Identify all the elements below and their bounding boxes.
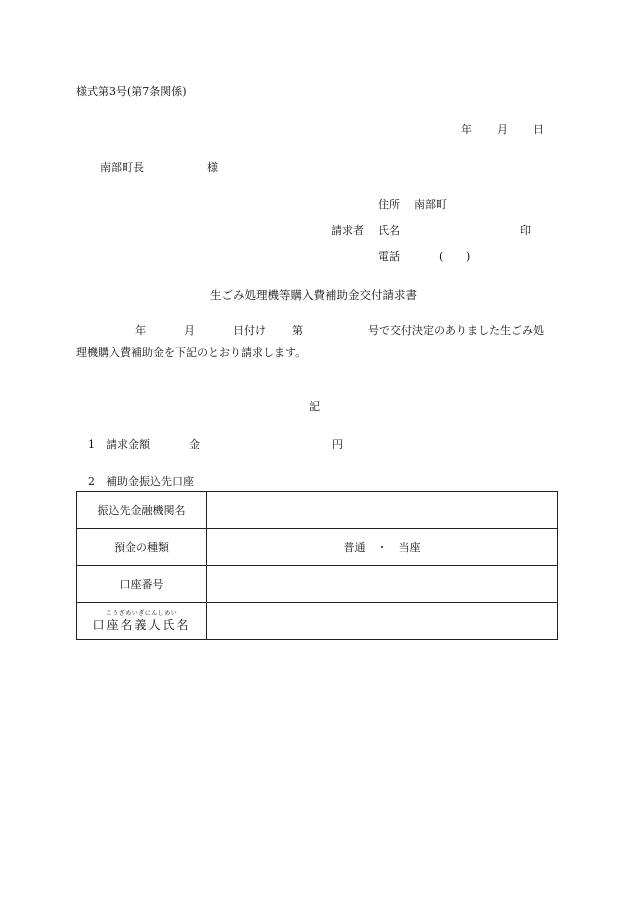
body-dated: 日付け [233,324,266,337]
phone-paren-close: ) [466,250,471,263]
body-line2: 理機購入費補助金を下記のとおり請求します。 [76,346,307,359]
account-number-label: 口座番号 [77,566,207,603]
body-year: 年 [135,324,146,337]
deposit-type-value: 普通 ・ 当座 [207,529,558,566]
body-line1-rest: 号で交付決定のありました生ごみ処 [368,324,544,337]
table-row [77,492,558,529]
ki-heading: 記 [309,400,320,413]
phone-label: 電話 [378,250,400,263]
phone-paren-open: ( [439,250,444,263]
table-row [77,529,558,566]
document-title: 生ごみ処理機等購入費補助金交付請求書 [210,288,417,302]
addressee-honorific: 様 [207,161,218,174]
seal-mark: 印 [520,224,531,237]
item1-yen: 円 [332,438,343,451]
bank-name-label: 振込先金融機関名 [77,492,207,529]
table-row [77,566,558,603]
form-number: 様式第3号(第7条関係) [76,85,187,98]
address-label: 住所 [378,198,400,211]
account-number-value [207,566,558,603]
account-holder-label [92,611,190,631]
body-no-prefix: 第 [292,324,303,337]
item1-label: 請求金額 [106,438,150,451]
item1-number: 1 [88,438,95,451]
item2-number: 2 [88,475,95,488]
account-holder-label-text: 口座名義人氏名 [92,617,191,632]
account-holder-value [207,603,558,640]
table-row [77,603,558,640]
addressee-name: 南部町長 [100,161,144,174]
account-holder-furigana: こうざめいぎにんしめい [105,609,178,617]
claimant-role-label: 請求者 [331,224,364,237]
account-holder-label-cell [77,603,207,640]
name-label: 氏名 [378,224,400,237]
date-year: 年 [461,123,472,136]
body-month: 月 [184,324,195,337]
bank-account-table [76,491,558,640]
item1-kin: 金 [189,438,200,451]
bank-name-value [207,492,558,529]
date-month: 月 [497,123,508,136]
date-day: 日 [533,123,544,136]
item2-label: 補助金振込先口座 [106,475,194,488]
deposit-type-label: 預金の種類 [77,529,207,566]
address-value: 南部町 [414,198,447,211]
